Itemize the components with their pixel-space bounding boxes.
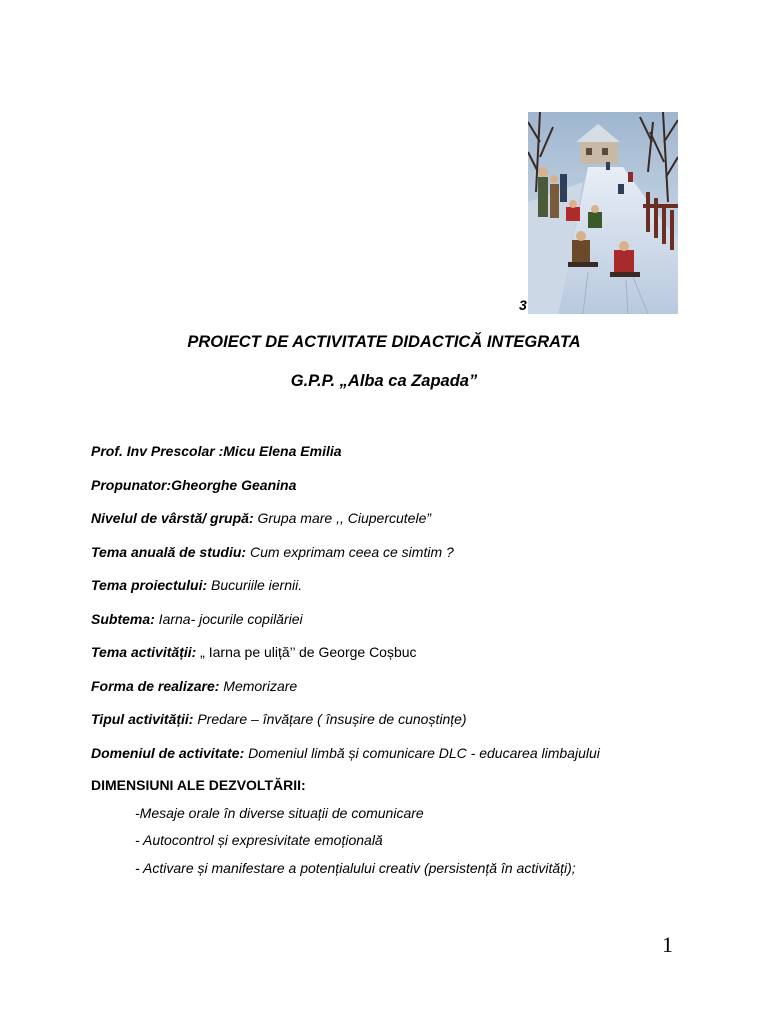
page-number: 1 [662, 932, 673, 957]
image-caption-number: 3 [519, 297, 527, 313]
field-age-group [91, 510, 731, 526]
field-label: Nivelul de vârstă/ grupă: [91, 510, 254, 526]
field-subtheme [91, 611, 731, 627]
field-annual-theme [91, 544, 731, 560]
field-label: Subtema: [91, 611, 155, 627]
field-value: Domeniul limbă și comunicare DLC - educarea limbajului [244, 745, 600, 761]
field-value: Memorizare [219, 678, 298, 694]
field-project-theme [91, 577, 731, 593]
field-activity-type [91, 711, 731, 727]
field-value: Iarna- jocurile copilăriei [154, 611, 303, 627]
field-label: Forma de realizare: [91, 678, 220, 694]
field-realization-form [91, 678, 731, 694]
dimensions-heading: DIMENSIUNI ALE DEZVOLTĂRII: [91, 777, 306, 793]
dimension-item: - Autocontrol și expresivitate emoțională [135, 832, 383, 848]
field-value: Predare – învățare ( însușire de cunoștințe) [193, 711, 467, 727]
dimension-item: - Activare și manifestare a potențialului creativ (persistență în activități); [135, 860, 576, 876]
field-value: Grupa mare ,, Ciupercutele” [253, 510, 432, 526]
field-label: Tema anuală de studiu: [91, 544, 247, 560]
field-label: Prof. Inv Prescolar :Micu Elena Emilia [91, 443, 342, 459]
field-activity-domain [91, 745, 731, 761]
field-value: Cum exprimam ceea ce simtim ? [246, 544, 454, 560]
field-label: Tipul activității: [91, 711, 194, 727]
group-title: G.P.P. „Alba ca Zapada” [290, 372, 478, 390]
winter-sledding-illustration [528, 112, 678, 314]
document-title: PROIECT DE ACTIVITATE DIDACTICĂ INTEGRATA [187, 333, 581, 351]
field-label: Tema proiectului: [91, 577, 208, 593]
field-label: Propunator:Gheorghe Geanina [91, 477, 297, 493]
field-label: Domeniul de activitate: [91, 745, 245, 761]
field-value: „ Iarna pe uliță’’ de George Coșbuc [196, 644, 417, 660]
field-activity-theme [91, 644, 731, 660]
field-teacher [91, 443, 731, 459]
field-proposer [91, 477, 731, 493]
field-value: Bucuriile iernii. [207, 577, 303, 593]
field-label: Tema activității: [91, 644, 197, 660]
dimension-item: -Mesaje orale în diverse situații de comunicare [135, 805, 424, 821]
